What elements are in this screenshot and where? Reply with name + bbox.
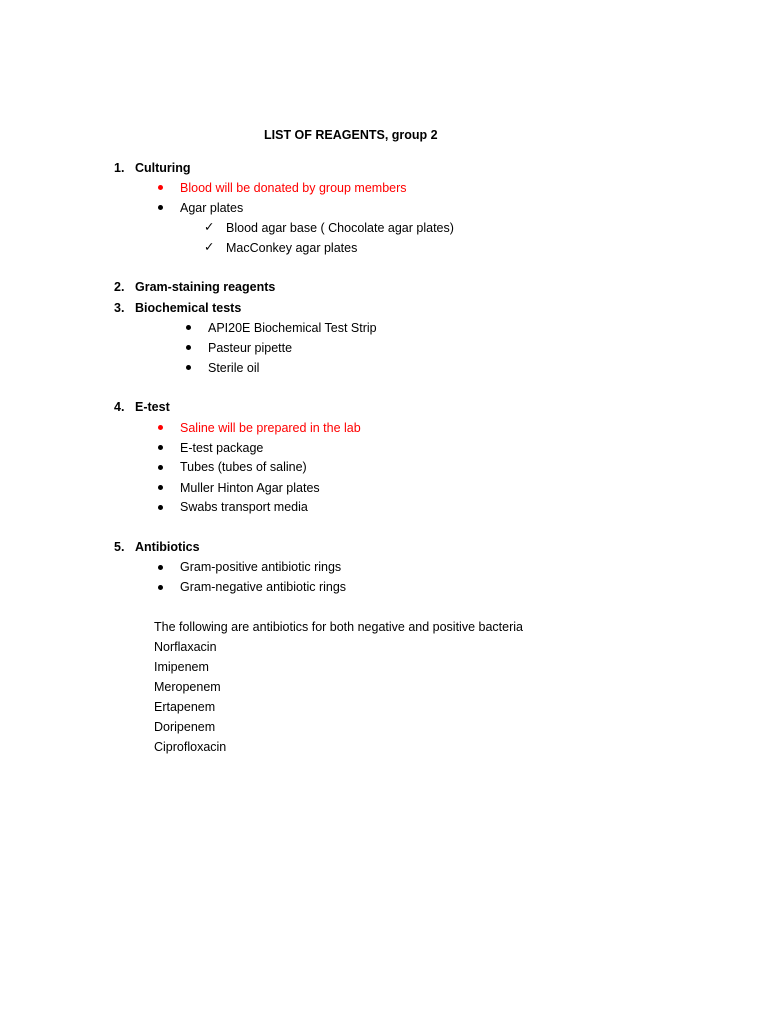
section-number: 3. [114, 301, 125, 315]
list-item: Gram-negative antibiotic rings [180, 580, 347, 594]
bullet-dot-icon [186, 345, 191, 350]
list-item: E-test package [180, 441, 264, 455]
bullet-dot-icon [158, 565, 163, 570]
section-number: 1. [114, 161, 125, 175]
section-heading-gram-staining: Gram-staining reagents [135, 280, 276, 294]
section-heading-culturing: Culturing [135, 161, 191, 175]
list-item: Blood will be donated by group members [180, 181, 407, 195]
list-item: Pasteur pipette [208, 341, 293, 355]
bullet-dot-icon [158, 425, 163, 430]
list-item: Saline will be prepared in the lab [180, 421, 361, 435]
bullet-dot-icon [158, 205, 163, 210]
bullet-dot-icon [158, 505, 163, 510]
antibiotics-intro: The following are antibiotics for both negative and positive bacteria [154, 620, 523, 634]
section-number: 2. [114, 280, 125, 294]
antibiotic-name: Doripenem [154, 720, 216, 734]
bullet-dot-icon [158, 485, 163, 490]
bullet-dot-icon [186, 325, 191, 330]
sub-list-item: MacConkey agar plates [226, 241, 358, 255]
list-item: Agar plates [180, 201, 244, 215]
section-number: 4. [114, 400, 125, 414]
bullet-dot-icon [186, 365, 191, 370]
section-heading-antibiotics: Antibiotics [135, 540, 200, 554]
antibiotic-name: Norflaxacin [154, 640, 217, 654]
list-item: Sterile oil [208, 361, 260, 375]
section-number: 5. [114, 540, 125, 554]
list-item: Muller Hinton Agar plates [180, 481, 320, 495]
sub-list-item: Blood agar base ( Chocolate agar plates) [226, 221, 454, 235]
bullet-dot-icon [158, 445, 163, 450]
antibiotic-name: Ciprofloxacin [154, 740, 227, 754]
list-item: Gram-positive antibiotic rings [180, 560, 342, 574]
list-item: Tubes (tubes of saline) [180, 460, 307, 474]
document-title: LIST OF REAGENTS, group 2 [264, 128, 438, 142]
bullet-dot-icon [158, 185, 163, 190]
checkmark-icon: ✓ [204, 239, 215, 254]
list-item: API20E Biochemical Test Strip [208, 321, 377, 335]
list-item: Swabs transport media [180, 500, 308, 514]
bullet-dot-icon [158, 585, 163, 590]
checkmark-icon: ✓ [204, 219, 215, 234]
antibiotic-name: Imipenem [154, 660, 209, 674]
antibiotic-name: Ertapenem [154, 700, 216, 714]
section-heading-e-test: E-test [135, 400, 170, 414]
antibiotic-name: Meropenem [154, 680, 221, 694]
bullet-dot-icon [158, 465, 163, 470]
section-heading-biochemical-tests: Biochemical tests [135, 301, 242, 315]
